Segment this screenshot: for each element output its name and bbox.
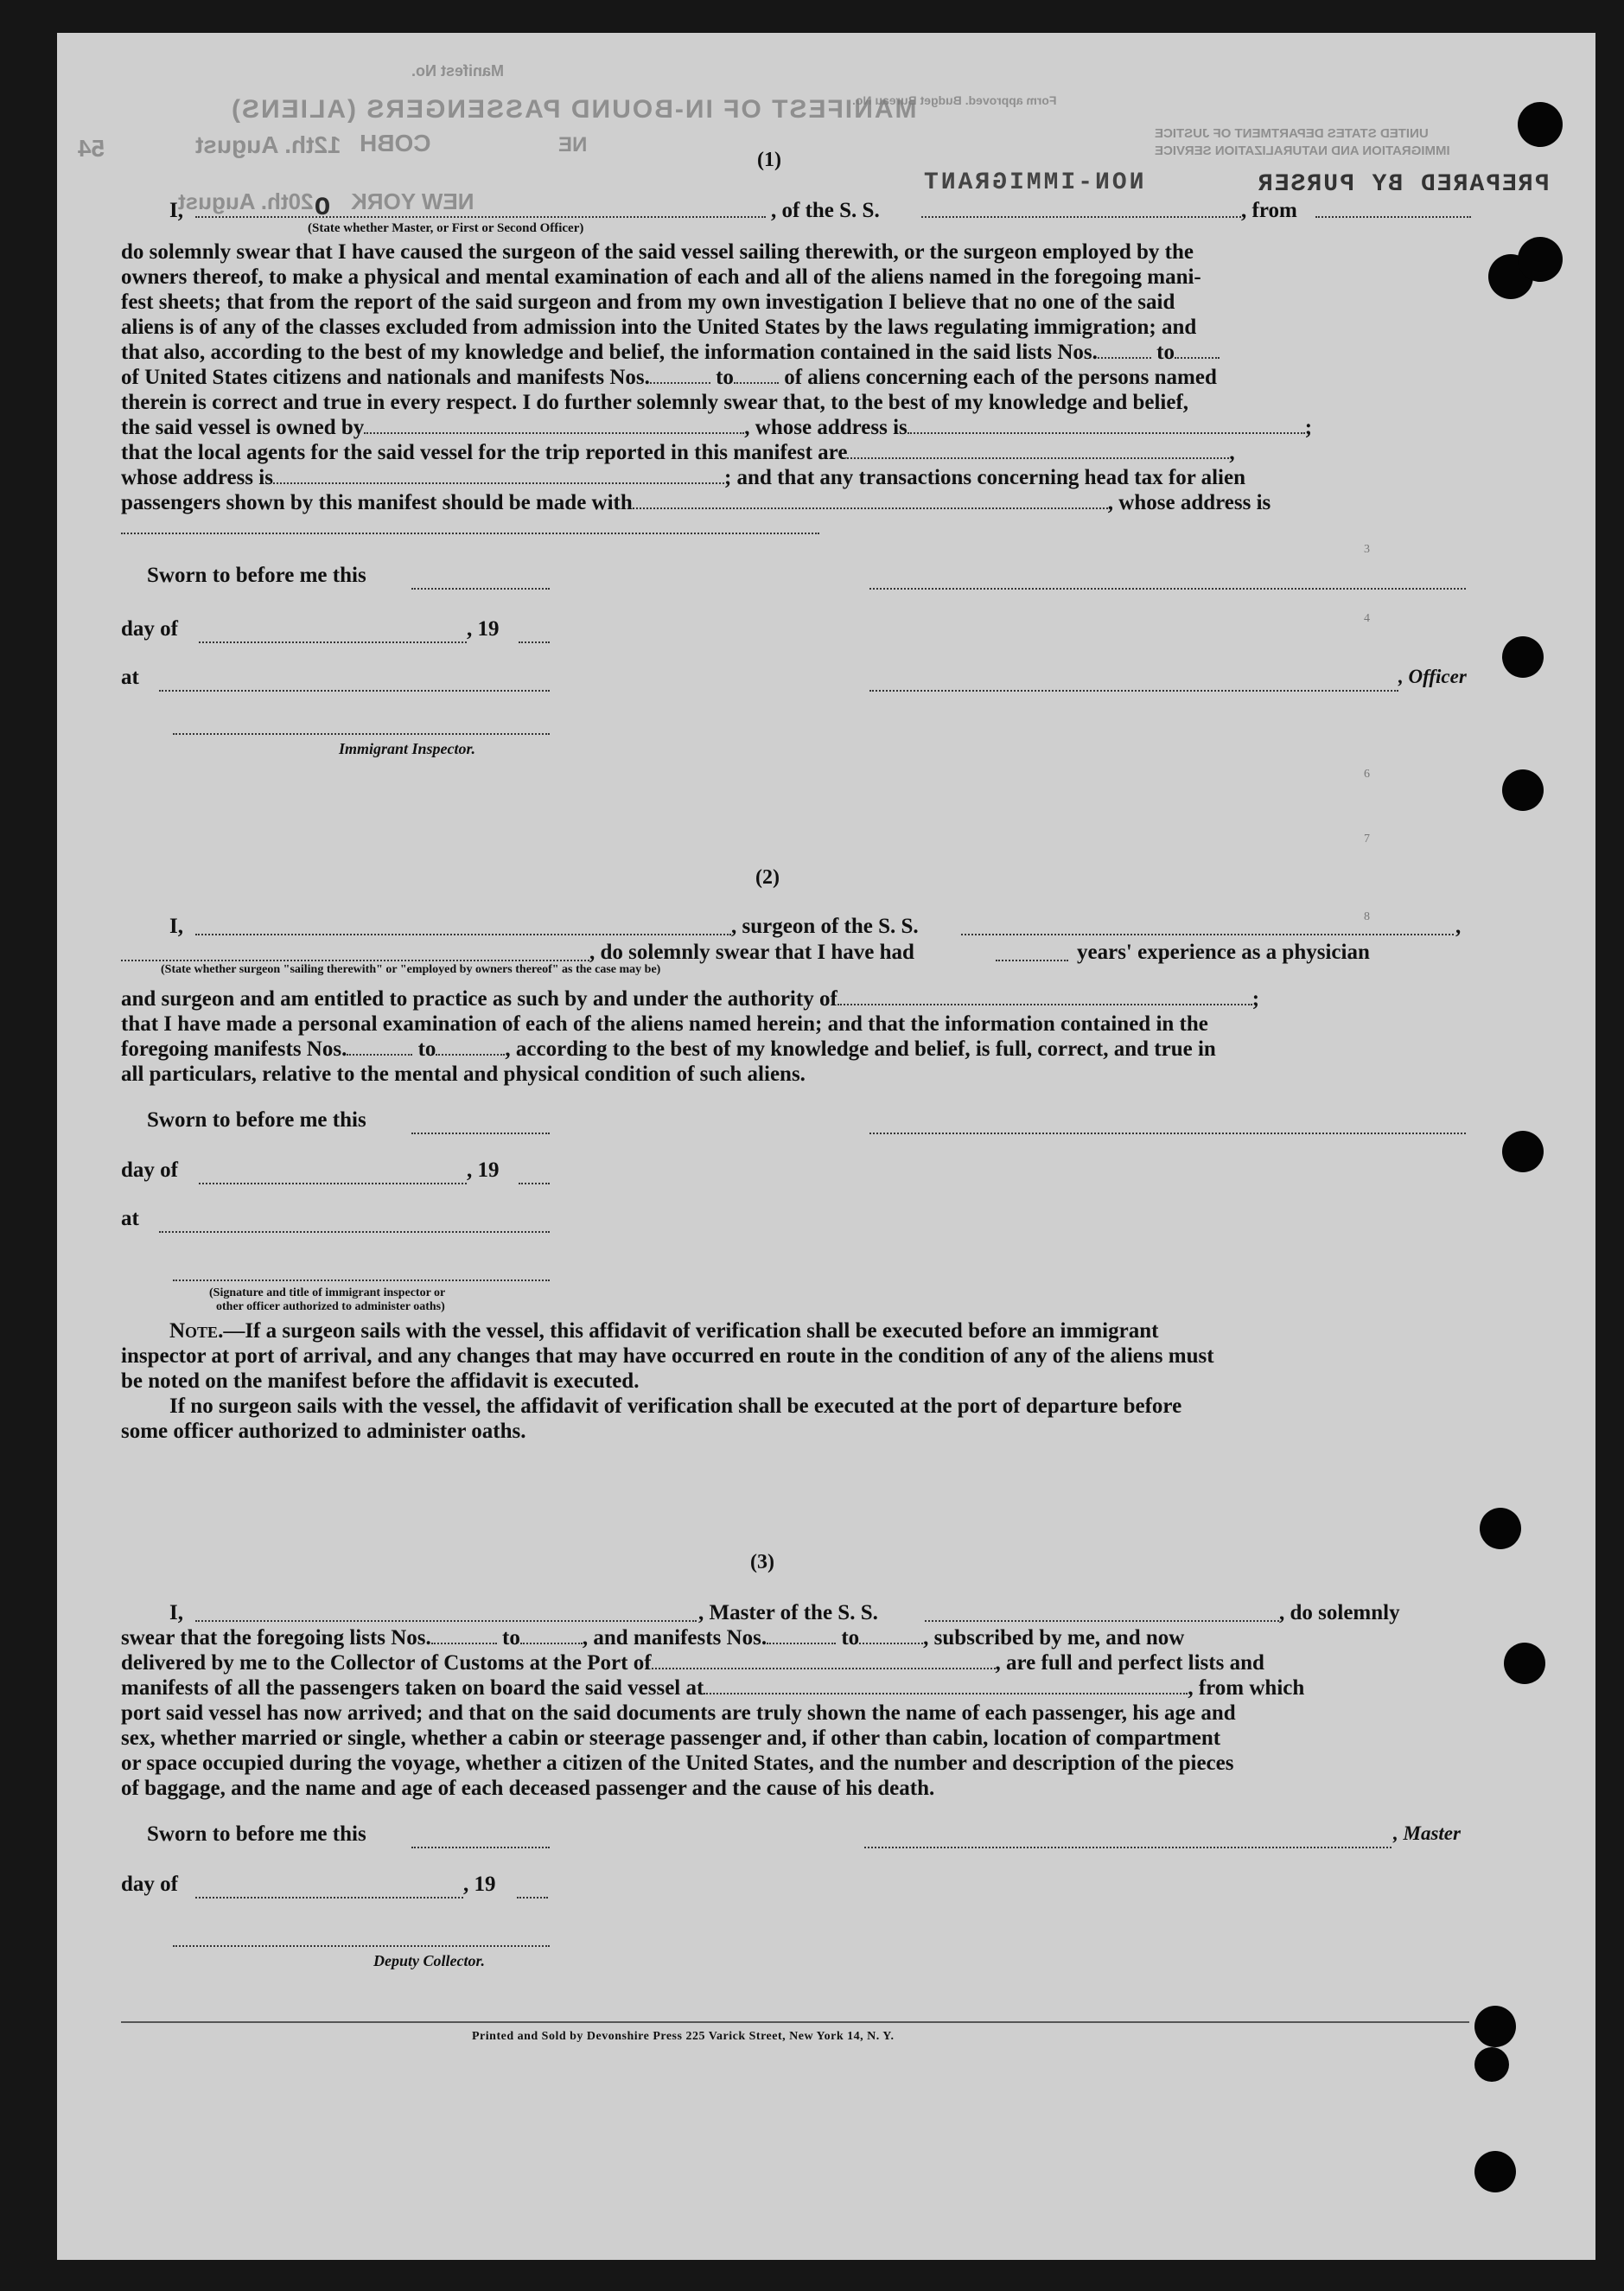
s3-text-line: sex, whether married or single, whether a cabin or steerage passenger and, if other than cabin, location of compartment [121,1726,1221,1750]
punch-hole [1504,1643,1545,1684]
s1-line6-b: to [716,366,734,389]
s3-collector-caption: Deputy Collector. [373,1952,485,1969]
s1-line9-a: that the local agents for the said vessel for the trip reported in this manifest are [121,441,848,464]
note-label: Note. [169,1319,224,1343]
s3-vessel-blank[interactable] [925,1618,1279,1622]
s2-line5-a: foregoing manifests Nos. [121,1037,347,1061]
s3-year-label: , 19 [463,1873,496,1896]
s1-caption: (State whether Master, or First or Second Officer) [308,221,584,235]
s3-line4-b: , from which [1188,1676,1305,1700]
s1-line11-a: passengers shown by this manifest should be made with [121,491,633,514]
footer-rule [121,2021,1469,2023]
s1-line6-a: of United States citizens and nationals and manifests Nos. [121,366,650,389]
from-blank[interactable] [1315,214,1471,218]
s1-text-line: do solemnly swear that I have caused the surgeon of the said vessel sailing therewith, or the surgeon employed by the [121,240,1194,264]
non-immigrant-stamp: NON-IMMIGRANT [921,169,1144,196]
s1-text-line: therein is correct and true in every respect. I do further solemnly swear that, to the best of my knowledge and belief, [121,391,1189,414]
manifests-to-blank[interactable] [734,367,779,384]
s1-line10-a: whose address is [121,466,273,489]
note-line: If no surgeon sails with the vessel, the affidavit of verification shall be executed at the port of departure before [169,1394,1182,1418]
punch-hole [1502,636,1544,678]
s1-inspector-signature[interactable] [173,731,550,735]
s3-year-blank[interactable] [517,1895,548,1899]
years-blank[interactable] [996,958,1068,961]
s1-text-line: owners thereof, to make a physical and mental examination of each and all of the aliens named in the foregoing mani- [121,265,1201,289]
s2-day-blank[interactable] [199,1181,467,1184]
punch-hole [1480,1508,1521,1549]
bleed-dept2: IMMIGRATION AND NATURALIZATION SERVICE [1155,144,1450,158]
s3-manifests-blank[interactable] [767,1627,836,1644]
s3-line2-d: to [841,1626,860,1650]
printer-imprint: Printed and Sold by Devonshire Press 225 Varick Street, New York 14, N. Y. [472,2030,895,2043]
s1-day-label: day of [121,617,178,641]
officer-blank[interactable] [195,214,766,218]
s1-day-blank[interactable] [199,640,467,643]
punch-hole [1474,2006,1516,2047]
s1-line6 [121,366,1217,390]
s3-line2-b: to [502,1626,520,1650]
s3-line1-b: , Master of the S. S. [698,1601,878,1624]
note-line: some officer authorized to administer oaths. [121,1420,526,1443]
s1-line8-b: , whose address is [744,416,908,439]
s1-sworn-label: Sworn to before me this [147,564,366,587]
s3-line2-c: , and manifests Nos. [582,1626,767,1650]
bleed-manifest-no: Manifest No. [411,62,505,80]
bleed-from-value: COBH [360,130,431,156]
s3-text-line: port said vessel has now arrived; and that on the said documents are truly shown the name of each passenger, his age and [121,1701,1236,1725]
s2-manifests-blank[interactable] [347,1038,412,1056]
s3-day-blank[interactable] [195,1895,463,1899]
s2-to-blank[interactable] [436,1038,505,1056]
vessel-blank[interactable] [921,214,1241,218]
bleed-class: NE [558,133,588,156]
s3-manifests-to-blank[interactable] [859,1627,923,1644]
s2-line5-b: to [417,1037,436,1061]
s2-year-blank[interactable] [519,1181,550,1184]
punch-hole [1518,237,1563,282]
s1-inspector-caption: Immigrant Inspector. [339,740,476,757]
bleed-date2: 20th. August [178,188,314,214]
note-line-1 [169,1319,1158,1343]
margin-number: 3 [1364,543,1370,556]
s3-sworn-label: Sworn to before me this [147,1822,366,1846]
s3-line4 [121,1676,1304,1701]
bleed-year1: 54 [78,135,105,162]
section-1-number: (1) [757,149,781,171]
s2-line5 [121,1037,1216,1062]
s2-line1-c: , [1455,915,1462,938]
punch-hole [1518,102,1563,147]
s1-officer-label: , Officer [1398,666,1467,687]
lists-no-blank[interactable] [1098,341,1151,359]
s1-line9 [121,441,1235,465]
s2-sworn-label: Sworn to before me this [147,1108,366,1132]
punch-hole [1502,769,1544,811]
prepared-by-purser-stamp: PREPARED BY PURSER [1257,171,1550,198]
note-text: —If a surgeon sails with the vessel, this affidavit of verification shall be executed before an immigrant [223,1319,1159,1343]
s1-line1-a: I, [169,199,183,222]
s2-inspector-signature[interactable] [173,1278,550,1281]
s2-at-blank[interactable] [159,1229,550,1233]
s1-line9-b: , [1229,441,1235,464]
s3-line1-a: I, [169,1601,183,1624]
bleed-date1: 12th. August [195,131,341,158]
s1-line6-c: of aliens concerning each of the persons named [784,366,1217,389]
head-tax-blank[interactable] [633,492,1108,509]
s1-year-label: , 19 [467,617,500,641]
s1-line8-c: ; [1304,416,1313,439]
port-blank[interactable] [652,1652,996,1669]
s1-line11-b: , whose address is [1107,491,1271,514]
margin-number: 7 [1364,833,1370,846]
s2-line3 [121,987,1259,1011]
margin-number: 4 [1364,612,1370,625]
owner-address-blank[interactable] [908,417,1305,434]
s1-officer-title-blank[interactable] [869,688,1398,692]
s2-sworn-blank[interactable] [411,1131,550,1134]
s2-line1-b: , surgeon of the S. S. [731,915,919,938]
s2-line2-b: years' experience as a physician [1077,941,1370,964]
bleed-dept1: UNITED STATES DEPARTMENT OF JUSTICE [1155,126,1429,141]
s3-collector-signature[interactable] [173,1943,550,1947]
section-3-number: (3) [750,1551,774,1573]
s1-year-blank[interactable] [519,640,550,643]
section-2-number: (2) [755,866,780,889]
s2-line3-a: and surgeon and am entitled to practice as such by and under the authority of [121,987,837,1011]
s2-sig-caption-1: (Signature and title of immigrant inspector or [209,1286,446,1299]
s3-master-signature[interactable] [864,1845,1392,1848]
agents-address-blank[interactable] [273,467,724,484]
note-line: inspector at port of arrival, and any changes that may have occurred en route in the condition of any of the aliens must [121,1344,1214,1368]
officer-name-stamp: O [315,194,331,223]
s1-line1-c: , from [1241,199,1297,222]
margin-number: 8 [1364,910,1370,923]
s3-line3-b: , are full and perfect lists and [995,1651,1264,1675]
s3-line2-e: , subscribed by me, and now [923,1626,1185,1650]
punch-hole [1474,2047,1509,2082]
margin-number: 6 [1364,768,1370,781]
punch-hole [1474,2151,1516,2192]
s2-line2-a: , do solemnly swear that I have had [589,941,914,964]
s3-sworn-blank[interactable] [411,1845,550,1848]
lists-to-blank[interactable] [1175,341,1220,359]
s2-surgeon-signature[interactable] [869,1131,1466,1134]
s2-at-label: at [121,1207,139,1230]
bleed-form-ref: Form approved. Budget Bureau No. [852,93,1057,107]
s1-line11 [121,491,1271,515]
s3-line3 [121,1651,1264,1675]
s2-text-line: all particulars, relative to the mental and physical condition of such aliens. [121,1063,806,1086]
manifests-no-blank[interactable] [650,367,710,384]
s3-line1-c: , do solemnly [1279,1601,1400,1624]
s1-sworn-blank[interactable] [411,586,550,590]
owner-blank[interactable] [364,417,744,434]
s3-master-label: , Master [1393,1822,1461,1844]
s1-at-label: at [121,666,139,689]
s1-text-line: fest sheets; that from the report of the said surgeon and from my own investigation I believe that no one of the said [121,290,1175,314]
bleed-title: MANIFEST OF IN-BOUND PASSENGERS (ALIENS) [230,95,917,124]
s3-line3-a: delivered by me to the Collector of Customs at the Port of [121,1651,652,1675]
s1-line5-a: that also, according to the best of my knowledge and belief, the information contained in the said lists Nos. [121,341,1098,364]
s1-at-blank[interactable] [159,688,550,692]
s3-line2 [121,1626,1184,1650]
agents-blank[interactable] [847,442,1229,459]
bleed-port: NEW YORK [351,188,474,214]
s1-line10 [121,466,1245,490]
s3-text-line: or space occupied during the voyage, whether a citizen of the United States, and the number and description of the pieces [121,1752,1234,1775]
s2-line1-a: I, [169,915,183,938]
s1-text-line: aliens is of any of the classes excluded from admission into the United States by the laws regulating immigration; and [121,316,1197,339]
s3-lists-to-blank[interactable] [520,1627,583,1644]
s1-line8-a: the said vessel is owned by [121,416,365,439]
s1-line10-b: ; and that any transactions concerning head tax for alien [723,466,1245,489]
manifest-page [57,33,1595,2260]
surgeon-type-blank[interactable] [121,958,589,961]
head-tax-address-blank[interactable] [121,531,819,534]
s2-line3-b: ; [1251,987,1260,1011]
s3-text-line: of baggage, and the name and age of each deceased passenger and the cause of his death. [121,1777,935,1800]
s2-sig-caption-2: other officer authorized to administer oaths) [216,1300,445,1313]
note-line: be noted on the manifest before the affidavit is executed. [121,1369,640,1393]
s1-line5 [121,341,1220,365]
s1-line5-b: to [1156,341,1175,364]
s2-vessel-blank[interactable] [961,932,1454,935]
surgeon-name-blank[interactable] [195,932,731,935]
s3-day-label: day of [121,1873,178,1896]
s2-caption: (State whether surgeon "sailing therewith" or "employed by owners thereof" as the case may be) [161,963,661,976]
s2-text-line: that I have made a personal examination of each of the aliens named herein; and that the information contained in the [121,1012,1208,1036]
s2-line5-c: , according to the best of my knowledge and belief, is full, correct, and true in [505,1037,1216,1061]
departure-port-blank[interactable] [704,1677,1188,1694]
s2-day-label: day of [121,1158,178,1182]
s1-line1-b: , of the S. S. [771,199,880,222]
s2-year-label: , 19 [467,1158,500,1182]
authority-blank[interactable] [837,988,1252,1005]
s3-line4-a: manifests of all the passengers taken on board the said vessel at [121,1676,704,1700]
s3-lists-blank[interactable] [431,1627,497,1644]
s1-line8 [121,416,1312,440]
master-name-blank[interactable] [195,1618,697,1622]
s3-line2-a: swear that the foregoing lists Nos. [121,1626,431,1650]
s1-officer-signature[interactable] [869,586,1466,590]
punch-hole [1502,1131,1544,1172]
